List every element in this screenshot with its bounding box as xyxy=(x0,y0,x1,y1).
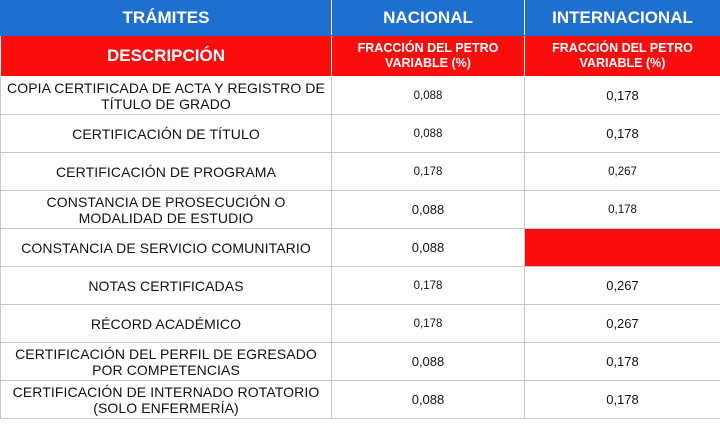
row-nacional-value: 0,088 xyxy=(332,191,525,229)
row-internacional-value: 0,267 xyxy=(525,305,720,343)
row-nacional-value: 0,178 xyxy=(332,153,525,191)
row-internacional-value: 0,267 xyxy=(525,267,720,305)
row-internacional-value: 0,178 xyxy=(525,191,720,229)
table-row xyxy=(1,191,720,229)
row-nacional-value: 0,088 xyxy=(332,381,525,419)
table-row xyxy=(1,153,720,191)
header-internacional: INTERNACIONAL xyxy=(525,1,720,36)
subheader-fraccion-nacional: FRACCIÓN DEL PETRO VARIABLE (%) xyxy=(332,36,525,77)
row-nacional-value: 0,088 xyxy=(332,229,525,267)
row-label: COPIA CERTIFICADA DE ACTA Y REGISTRO DE TÍTULO DE GRADO xyxy=(1,77,332,115)
row-nacional-value: 0,178 xyxy=(332,305,525,343)
table-row xyxy=(1,267,720,305)
subheader-row xyxy=(1,36,720,77)
row-label: CERTIFICACIÓN DE INTERNADO ROTATORIO (SOLO ENFERMERÍA) xyxy=(1,381,332,419)
header-nacional: NACIONAL xyxy=(332,1,525,36)
header-row xyxy=(1,1,720,36)
row-label: CERTIFICACIÓN DE PROGRAMA xyxy=(1,153,332,191)
row-label: RÉCORD ACADÉMICO xyxy=(1,305,332,343)
table-row xyxy=(1,305,720,343)
table-row xyxy=(1,343,720,381)
row-label: CERTIFICACIÓN DE TÍTULO xyxy=(1,115,332,153)
table-row xyxy=(1,77,720,115)
row-internacional-value: 0,178 xyxy=(525,115,720,153)
row-internacional-value: 0,178 xyxy=(525,77,720,115)
row-nacional-value: 0,178 xyxy=(332,267,525,305)
row-internacional-value: 0,178 xyxy=(525,381,720,419)
row-label: NOTAS CERTIFICADAS xyxy=(1,267,332,305)
row-nacional-value: 0,088 xyxy=(332,77,525,115)
row-internacional-value: 0,178 xyxy=(525,343,720,381)
row-label: CONSTANCIA DE PROSECUCIÓN O MODALIDAD DE ESTUDIO xyxy=(1,191,332,229)
row-label: CERTIFICACIÓN DEL PERFIL DE EGRESADO POR COMPETENCIAS xyxy=(1,343,332,381)
row-internacional-empty-cell xyxy=(525,229,720,267)
table-row xyxy=(1,115,720,153)
subheader-fraccion-internacional: FRACCIÓN DEL PETRO VARIABLE (%) xyxy=(525,36,720,77)
row-nacional-value: 0,088 xyxy=(332,343,525,381)
row-internacional-value: 0,267 xyxy=(525,153,720,191)
table-row xyxy=(1,229,720,267)
row-nacional-value: 0,088 xyxy=(332,115,525,153)
table-row xyxy=(1,381,720,419)
subheader-descripcion: DESCRIPCIÓN xyxy=(1,36,332,77)
row-label: CONSTANCIA DE SERVICIO COMUNITARIO xyxy=(1,229,332,267)
header-tramites: TRÁMITES xyxy=(1,1,332,36)
